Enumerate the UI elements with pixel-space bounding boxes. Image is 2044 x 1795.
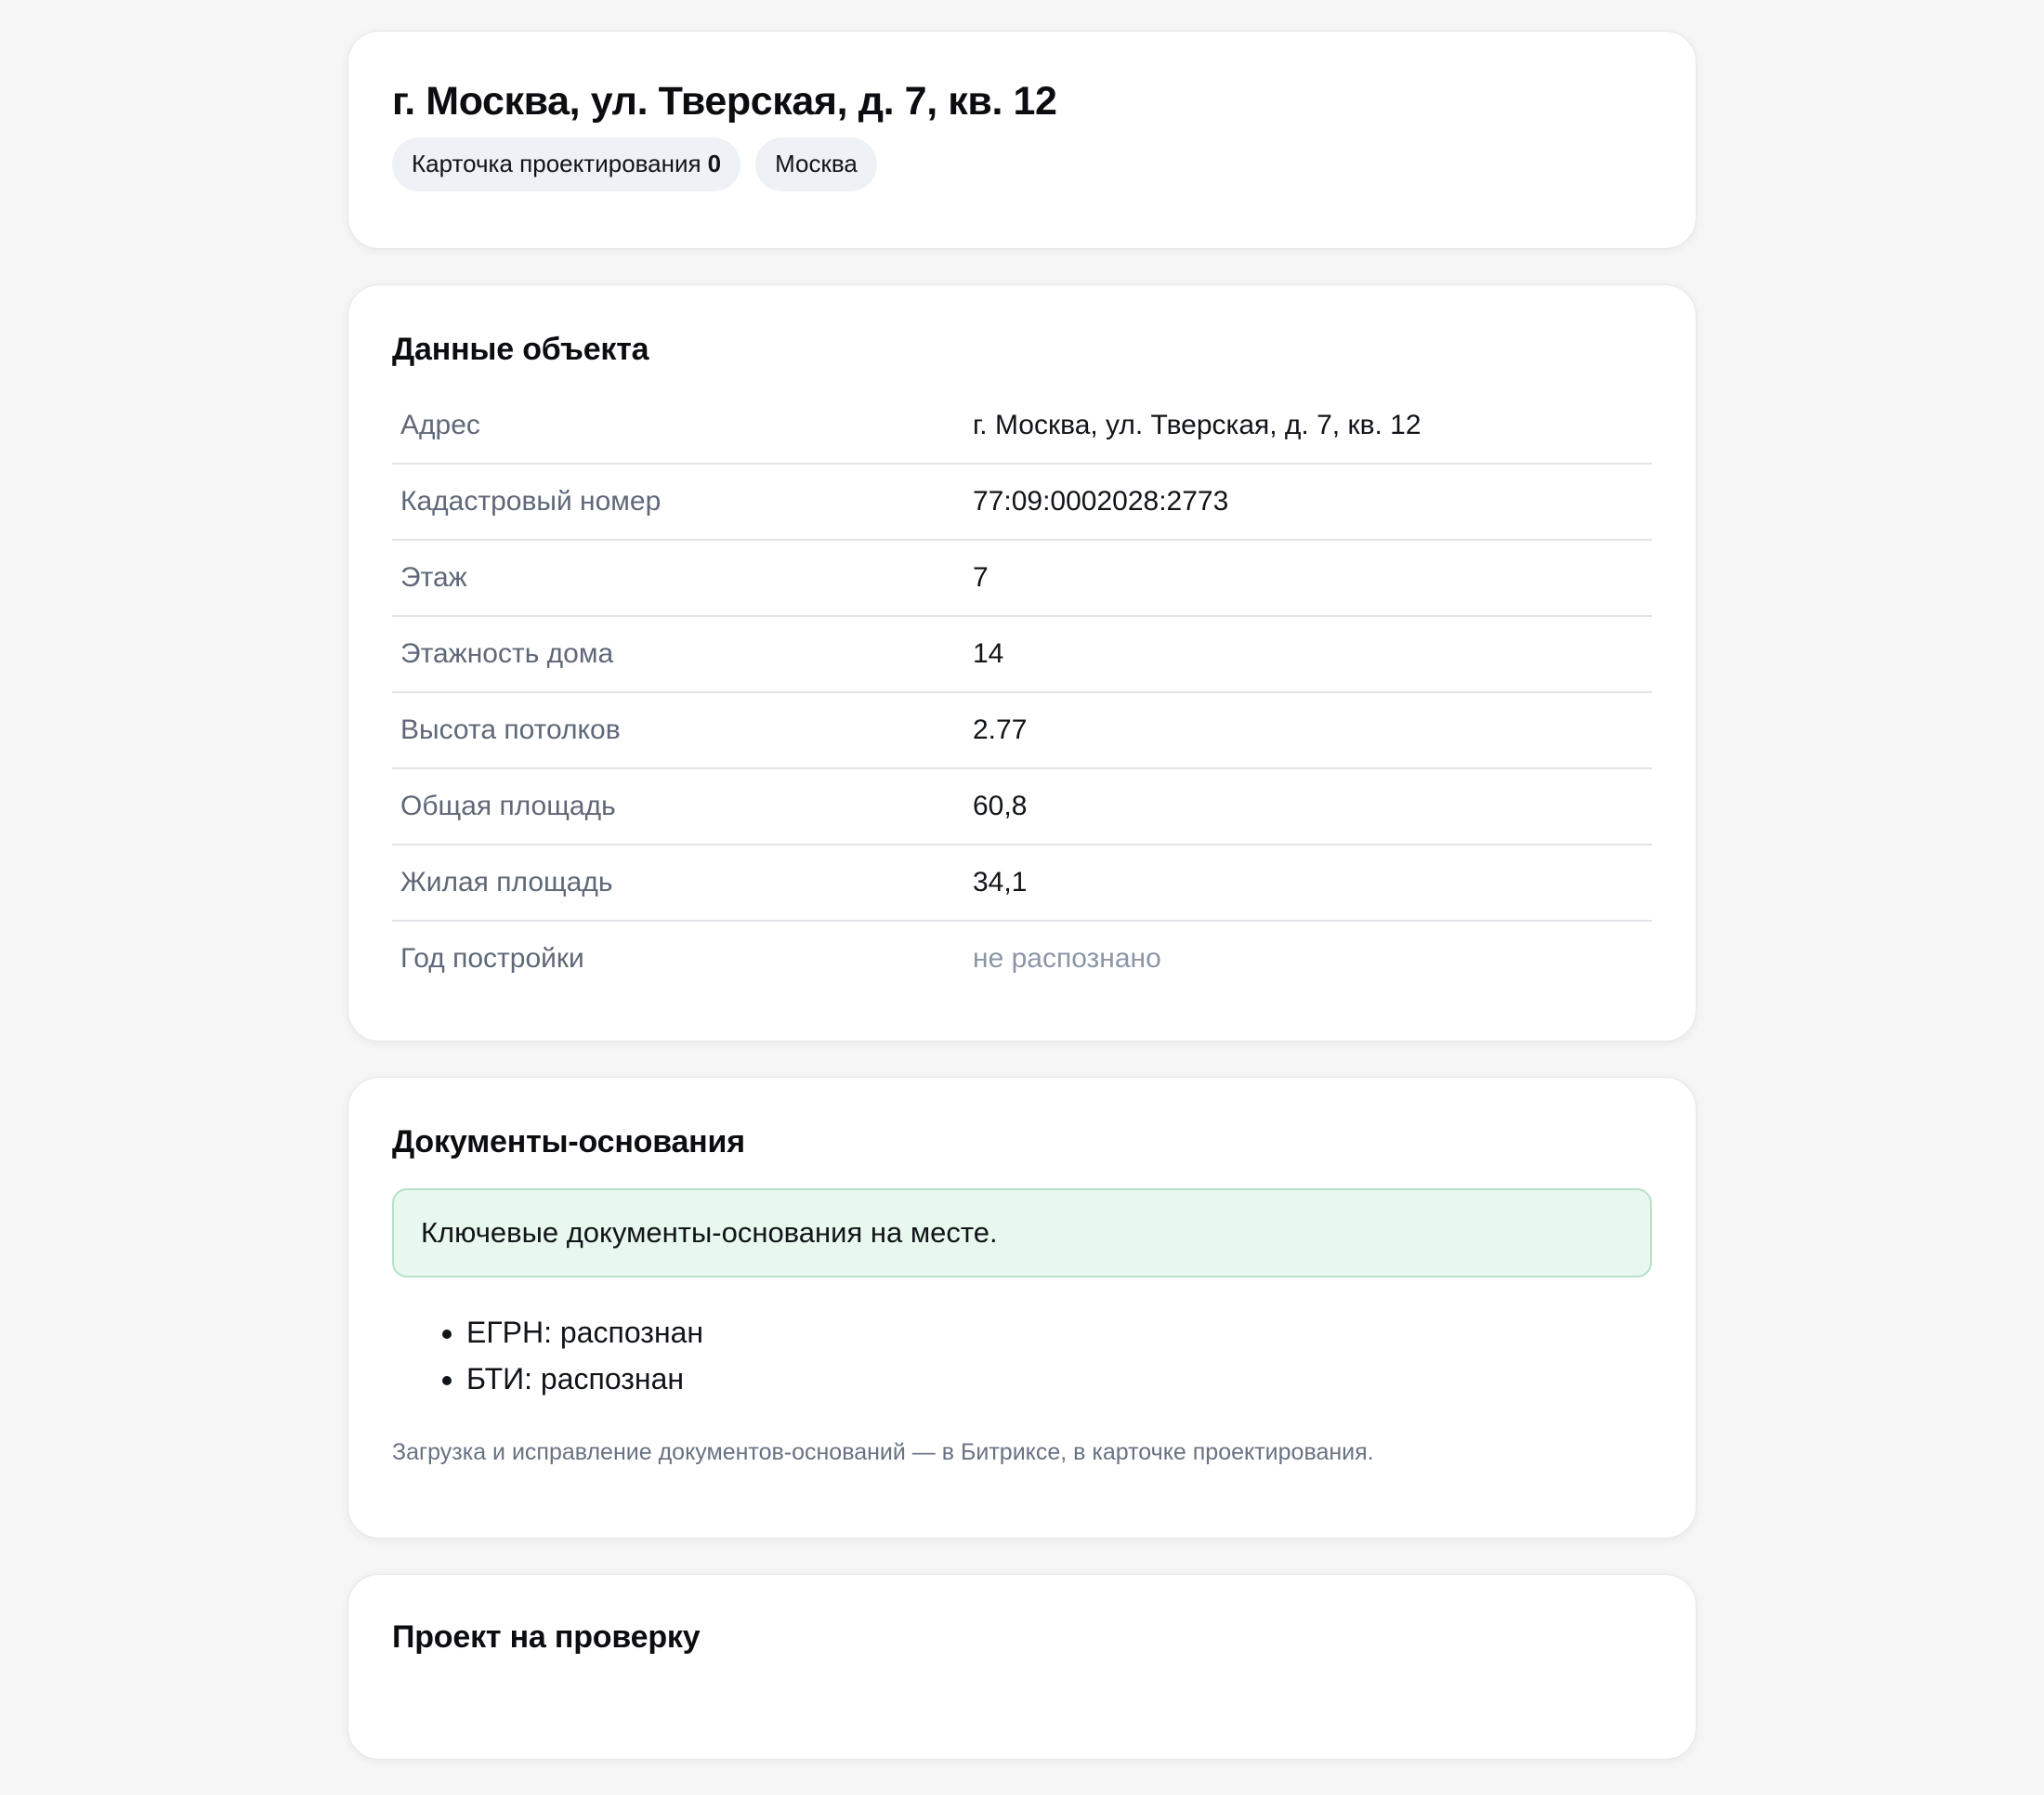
row-label: Общая площадь bbox=[392, 768, 964, 845]
documents-card bbox=[347, 1077, 1697, 1539]
row-label: Год постройки bbox=[400, 943, 584, 974]
table-row bbox=[392, 540, 1652, 616]
object-data-card bbox=[347, 284, 1697, 1042]
table-row bbox=[392, 768, 1652, 845]
row-value: 14 bbox=[964, 616, 1652, 692]
row-label: Жилая площадь bbox=[392, 845, 964, 921]
documents-success-alert bbox=[392, 1188, 1652, 1277]
table-row bbox=[392, 692, 1652, 768]
design-card-chip-count: 0 bbox=[707, 150, 722, 178]
project-card bbox=[347, 1574, 1697, 1760]
row-value: 77:09:0002028:2773 bbox=[964, 464, 1652, 540]
table-row bbox=[392, 921, 1652, 996]
page bbox=[347, 31, 1697, 1795]
object-data-title: Данные объекта bbox=[392, 332, 649, 367]
design-card-chip[interactable] bbox=[392, 138, 740, 191]
design-card-chip-label: Карточка проектирования bbox=[412, 150, 701, 178]
row-label: Адрес bbox=[392, 388, 964, 464]
table-row bbox=[392, 464, 1652, 540]
list-item: • ЕГРН: распознан bbox=[466, 1309, 1652, 1356]
row-value: 2.77 bbox=[964, 692, 1652, 768]
table-row bbox=[392, 388, 1652, 464]
city-chip bbox=[755, 138, 877, 191]
row-label: Высота потолков bbox=[392, 692, 964, 768]
header-chips bbox=[392, 138, 1652, 191]
object-data-table bbox=[392, 388, 1652, 996]
documents-note: Загрузка и исправление документов-оснований — в Битриксе, в карточке проектирования. bbox=[392, 1439, 1374, 1465]
documents-title: Документы-основания bbox=[392, 1124, 745, 1160]
table-row bbox=[392, 845, 1652, 921]
documents-list bbox=[392, 1309, 1652, 1402]
city-chip-label: Москва bbox=[775, 150, 858, 178]
table-row bbox=[392, 616, 1652, 692]
row-label: Этаж bbox=[392, 540, 964, 616]
project-title: Проект на проверку bbox=[392, 1619, 701, 1655]
list-item: • БТИ: распознан bbox=[466, 1356, 1652, 1402]
documents-alert-text: Ключевые документы-основания на месте. bbox=[421, 1216, 998, 1249]
row-value: г. Москва, ул. Тверская, д. 7, кв. 12 bbox=[964, 388, 1652, 464]
row-value-unrecognized: не распознано bbox=[973, 943, 1161, 974]
row-label: Этажность дома bbox=[392, 616, 964, 692]
row-label: Кадастровый номер bbox=[392, 464, 964, 540]
row-value: 34,1 bbox=[964, 845, 1652, 921]
page-title: г. Москва, ул. Тверская, д. 7, кв. 12 bbox=[392, 79, 1057, 124]
row-value: 60,8 bbox=[964, 768, 1652, 845]
row-value: 7 bbox=[964, 540, 1652, 616]
header-card bbox=[347, 31, 1697, 249]
